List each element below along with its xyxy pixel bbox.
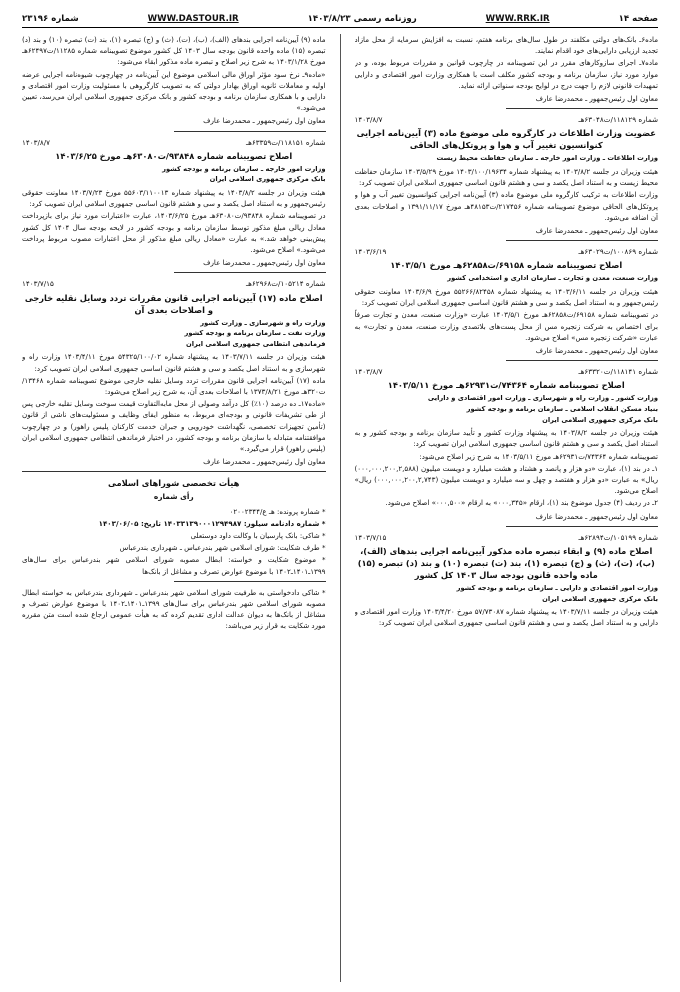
- decree-number-row: [22, 137, 326, 148]
- divider: [506, 360, 658, 361]
- case-line: * شماره دادنامه سیلور: ۱۴۰۳۳۱۳۹۰۰۰۱۲۹۴۹۸۷ تاریخ: ۱۴۰۳/۰۶/۰۵: [98, 518, 326, 528]
- decree-title: اصلاح تصویبنامه شماره ۹۳۸۴۸/ت۶۳۰۸۰هـ مورخ ۱۴۰۳/۶/۲۵: [55, 150, 293, 161]
- case-line: * موضوع شکایت و خواسته: ابطال مصوبه شورای اسلامی شهر بندرعباس برای سال‌های ۱۳۹۹ـ۱۴۰۱ـ۱۴۰۲ با موضوع عوارض تصرف و مشاغل از بانک‌ها: [22, 555, 326, 576]
- decree-date: ۱۴۰۳/۷/۱۵: [22, 279, 54, 289]
- decree-number-row: [22, 278, 326, 289]
- page-number: صفحه ۱۴: [618, 13, 658, 24]
- page-header: [22, 10, 658, 28]
- columns: [22, 34, 658, 982]
- decree-paragraph: ۲ـ در ردیف (۴) جدول موضوع بند (۱)، ارقام «۰۰۰,۳۴۵» به ارقام «۰۰۰,۵۰۰» اصلاح می‌شود.: [385, 498, 658, 508]
- decree-title: اصلاح ماده (۱۷) آیین‌نامه اجرایی قانون مقررات تردد وسایل نقلیه خارجی و اصلاحات بعدی آن: [24, 292, 323, 315]
- decree-title: عضویت وزارت اطلاعات در کارگروه ملی موضوع ماده (۳) آیین‌نامه اجرایی کنوانسیون تغییر آب و هوا و پروتکل‌های الحاقی: [356, 128, 656, 151]
- divider: [506, 108, 658, 109]
- decree-title: اصلاح تصویبنامه شماره ۶۹۱۵۸/ت۶۲۸۵۸هـ مورخ ۱۴۰۳/۵/۱: [390, 260, 623, 271]
- decree-recipients: وزارت صنعت، معدن و تجارت ـ سازمان اداری و استخدامی کشور: [447, 274, 658, 283]
- issue-number: شماره ۲۳۱۹۶: [22, 13, 79, 24]
- divider: [506, 240, 658, 241]
- divider: [506, 526, 658, 527]
- decree-block: [22, 278, 326, 467]
- decree-number: شماره ۱۱۸۱۴۱/ت۶۳۳۲۰هـ: [578, 367, 658, 377]
- divider: [174, 272, 326, 273]
- council-body: * شاکی دادخواستی به طرفیت شورای اسلامی شهر بندرعباس ـ شهرداری بندرعباس به خواسته ابطال مصوبه شورای اسلامی شهر بندرعباس برای سال‌های ۱۳۹۹ـ۱۴۰۱ـ۱۴۰۲ با موضوع عوارض تصرف و مشاغل از بانک‌ها به دیوان عدالت اداری تقدیم کرده که به هیأت عمومی ارجاع شده است متن مقرره مورد شکایت به قرار زیر می‌باشد:: [22, 587, 326, 631]
- decree-paragraph: در تصویبنامه شماره ۶۹۱۵۸/ت۶۲۸۵۸هـ مورخ ۱۴۰۳/۵/۱ عبارت «وزارت صنعت، معدن و تجارت صرفاً برای اختصاص به شرکت زنجیره مس از محل پست‌های بلاتصدی وزارت صنعت، معدن و تجارت» به عبارت «شرکت زنجیره مس» اصلاح می‌شود.: [354, 310, 658, 342]
- decree-number: شماره ۱۰۵۱۹۹/ت۶۲۸۹۴هـ: [578, 532, 658, 542]
- decree-date: ۱۴۰۳/۷/۱۵: [354, 532, 387, 542]
- signature: معاون اول رئیس‌جمهور ـ محمدرضا عارف: [535, 94, 658, 104]
- decree-number: شماره ۱۰۰۸۶۹/ت۶۳۰۲۹هـ: [578, 247, 658, 257]
- intro-paragraph: ماده۷ـ اجرای سازوکارهای مقرر در این تصویبنامه در چارچوب قوانین و مقررات مربوط بوده، و در موارد مورد نیاز، سازمان برنامه و بودجه کشور مکلف است با همکاری وزارت امور اقتصادی و دارایی تمهیدات قانونی لازم را جهت درج در لوایح بودجه سنواتی ارائه نماید.: [354, 58, 658, 90]
- decree-number-row: [355, 114, 659, 125]
- decree-paragraph: هیئت وزیران در جلسه ۱۴۰۳/۸/۲ به پیشنهاد شماره ۵۵۶۰۳/۱۱۰۰۱۳ مورخ ۱۴۰۳/۷/۲۳ معاونت حقوقی رئیس‌جمهور و به استناد اصل یکصد و سی و هشتم قانون اساسی جمهوری اسلامی ایران تصویب کرد:: [22, 188, 326, 209]
- signature: معاون اول رئیس‌جمهور ـ محمدرضا عارف: [535, 346, 658, 356]
- column-divider: [340, 34, 341, 982]
- left-column: [22, 34, 326, 982]
- decree-recipients: وزارت امور خارجه ـ سازمان برنامه و بودجه کشور بانک مرکزی جمهوری اسلامی ایران: [162, 164, 326, 184]
- decree-block: [355, 246, 659, 356]
- case-line: * طرف شکایت: شورای اسلامی شهر بندرعباس ـ شهرداری بندرعباس: [119, 543, 326, 553]
- signature: معاون اول رئیس‌جمهور ـ محمدرضا عارف: [535, 226, 658, 236]
- divider: [22, 471, 326, 472]
- signature: معاون اول رئیس‌جمهور ـ محمدرضا عارف: [203, 116, 326, 126]
- decree-number-row: [355, 532, 659, 543]
- decree-recipients: وزارت اطلاعات ـ وزارت امور خارجه ـ سازمان حفاظت محیط زیست: [436, 154, 658, 163]
- decree-paragraph: هیئت وزیران در جلسه ۱۴۰۳/۸/۲ به پیشنهاد شماره ۱۴۰۳/۱۰۰/۱۹۶۳۴ مورخ ۱۴۰۳/۵/۲۹ سازمان حفاظت محیط زیست و به استناد اصل یکصد و سی و هشتم قانون اساسی جمهوری اسلامی ایران تصویب کرد:: [354, 167, 658, 188]
- decree-block: [355, 366, 659, 522]
- decree-block: [355, 114, 659, 236]
- case-line: * شماره پرونده: هـ ع/۰۲۰۰۲۳۴۴: [229, 506, 326, 516]
- gazette-date: روزنامه رسمی ۱۴۰۳/۸/۲۳: [307, 13, 417, 24]
- decree-block: [355, 532, 659, 629]
- site-link-dastour[interactable]: WWW.DASTOUR.IR: [147, 13, 239, 24]
- council-title: هیأت تخصصی شوراهای اسلامی: [108, 478, 240, 489]
- council-ruling: [22, 477, 326, 631]
- intro-paragraph: «ماده۹ـ نرخ سود مؤثر اوراق مالی اسلامی موضوع این آیین‌نامه در چهارچوب شیوه‌نامه اجرایی عرضه اولیه و معاملات ثانویه اوراق بهادار دولتی که به تصویب کارگروهی با مسئولیت وزارت امور اقتصادی و دارایی و با همکاری سازمان برنامه و بودجه کشور و بانک مرکزی جمهوری اسلامی ایران می‌رسد، تعیین می‌شود.»: [22, 69, 326, 113]
- case-line: * شاکی: بانک پارسیان با وکالت داود دوستعلی: [190, 531, 326, 541]
- decree-paragraph: «ماده۱۷ـ ده درصد (۱۰٪) کل درآمد وصولی از محل مابه‌التفاوت قیمت سوخت وسایل نقلیه خارجی پس از طی تشریفات قانونی و بودجه‌ای مربوط، به منظور ایفای وظایف و مسئولیت‌های ناشی از قانون (تأمین تجهیزات تخصصی، نگهداشت خودرویی و جبران خدمت کارکنان پلیس راهور) و در چهارچوب موافقتنامه متبادله با سازمان برنامه و بودجه کشور، در اختیار فرماندهی انتظامی جمهوری اسلامی ایران (پلیس راهور) قرار می‌گیرد.»: [22, 399, 326, 454]
- signature: معاون اول رئیس‌جمهور ـ محمدرضا عارف: [203, 258, 326, 268]
- decree-number: شماره ۱۱۸۱۵۱/ت۶۳۳۵۹هـ: [246, 137, 326, 147]
- decree-paragraph: هیئت وزیران در جلسه ۱۴۰۳/۷/۱۱ به پیشنهاد شماره ۵۷/۷۳۰۸۷ مورخ ۱۴۰۳/۴/۲۰ وزارت امور اقتصادی و دارایی و به استناد اصل یکصد و سی و هشتم قانون اساسی جمهوری اسلامی ایران تصویب کرد:: [354, 607, 658, 628]
- right-column: [355, 34, 659, 982]
- decree-number-row: [355, 366, 659, 377]
- decree-title: اصلاح تصویبنامه شماره ۷۴۳۶۴/ت۶۲۹۳۱هـ مورخ ۱۴۰۳/۵/۱۱: [387, 380, 625, 391]
- decree-paragraph: در تصویبنامه شماره ۹۳۸۴۸/ت۶۳۰۸۰هـ مورخ ۱۴۰۳/۶/۲۵، عبارت «اعتبارات مورد نیاز برای بازپرداخت معادل ریالی مبلغ مذکور توسط سازمان برنامه و بودجه کشور در لایحه بودجه سال ۱۴۰۴ کل کشور پیش‌بینی خواهد شد.» به عبارت «معادل ریالی مبلغ مذکور از محل اعتبارات مصوب مربوط پرداخت می‌شود.» اصلاح می‌شود.: [22, 211, 326, 255]
- decree-block: [22, 137, 326, 269]
- decree-recipients: وزارت کشور ـ وزارت راه و شهرسازی ـ وزارت امور اقتصادی و دارایی بنیاد مسکن انقلاب اسلامی ـ سازمان برنامه و بودجه کشور بانک مرکزی جمهوری اسلامی ایران: [427, 394, 658, 424]
- decree-date: ۱۴۰۳/۸/۷: [354, 115, 383, 125]
- decree-date: ۱۴۰۳/۸/۷: [22, 137, 51, 147]
- council-subtitle: رأی شماره: [153, 492, 194, 502]
- site-link-rrk[interactable]: WWW.RRK.IR: [485, 13, 550, 24]
- decree-number: شماره ۱۱۸۱۲۹/ت۶۳۰۴۸هـ: [578, 115, 658, 125]
- decree-date: ۱۴۰۳/۶/۱۹: [354, 247, 387, 257]
- decree-number-row: [355, 246, 659, 257]
- decree-paragraph: ماده (۱۷) آیین‌نامه اجرایی قانون مقررات تردد وسایل نقلیه خارجی موضوع تصویبنامه شماره ۱۳۴۶۸/ت۳۲۰هـ مورخ ۱۳۷۳/۸/۲۱ با اصلاحات بعدی آن، به شرح زیر اصلاح می‌شود:: [22, 375, 326, 397]
- intro-paragraph: ماده۶ـ بانک‌های دولتی مکلفند در طول سال‌های برنامه هفتم، نسبت به افزایش سرمایه از محل مازاد تجدید ارزیابی دارایی‌های خود اقدام نمایند.: [354, 35, 658, 56]
- decree-paragraph: هیئت وزیران در جلسه ۱۴۰۳/۷/۱۱ به پیشنهاد شماره ۵۴۳۲۵/۱۰۰/۰۲ مورخ ۱۴۰۳/۴/۱۱ وزارت راه و شهرسازی و به استناد اصل یکصد و سی و هشتم قانون اساسی جمهوری اسلامی ایران تصویب کرد:: [22, 352, 326, 373]
- decree-paragraph: هیئت وزیران در جلسه ۱۴۰۳/۶/۱۱ به پیشنهاد شماره ۵۵۲۶۶/۸۲۴۵۸ مورخ ۱۴۰۳/۶/۹ معاونت حقوقی رئیس‌جمهور و به استناد اصل یکصد و سی و هشتم قانون اساسی جمهوری اسلامی ایران تصویب کرد:: [354, 287, 658, 308]
- decree-paragraph: ۱ـ در بند (۱)، عبارت «دو هزار و پانصد و هشتاد و هشت میلیارد و دویست میلیون (۰۰۰,۰۰۰,۲۰۰,۲,۵۸۸) ریال» به عبارت «دو هزار و هفتصد و چهل و سه میلیارد و دویست میلیون (۰۰۰,۰۰۰,۲۰۰,۲,۷۴۳) ریال» اصلاح می‌شود.: [354, 463, 658, 496]
- decree-paragraph: هیئت وزیران در جلسه ۱۴۰۳/۸/۲ به پیشنهاد وزارت کشور و تأیید سازمان برنامه و بودجه کشور و به استناد اصل یکصد و سی و هشتم قانون اساسی جمهوری اسلامی ایران تصویب کرد:: [354, 428, 658, 449]
- decree-recipients: وزارت امور اقتصادی و دارایی ـ سازمان برنامه و بودجه کشور بانک مرکزی جمهوری اسلامی ایران: [456, 584, 658, 603]
- intro-paragraph: ماده (۹) آیین‌نامه اجرایی بندهای (الف)، (ب)، (ت)، (ث) و (ج) تبصره (۱)، بند (ت) تبصره (۱۰) و بند (د) تبصره (۱۵) ماده واحده قانون بودجه سال ۱۴۰۳ کل کشور موضوع تصویبنامه شماره ۱۱۲۸۵/ت۶۲۴۹۷هـ مورخ ۱۴۰۳/۱/۲۸ به شرح زیر اصلاح و تبصره ماده مذکور ابقاء می‌شود:: [22, 35, 326, 67]
- decree-date: ۱۴۰۳/۸/۷: [354, 367, 383, 377]
- decree-number: شماره ۱۰۵۲۱۴/ت۶۲۹۶۸هـ: [246, 279, 326, 289]
- divider: [174, 131, 326, 132]
- signature: معاون اول رئیس‌جمهور ـ محمدرضا عارف: [203, 457, 326, 467]
- decree-title: اصلاح ماده (۹) و ابقاء تبصره ماده مذکور آیین‌نامه اجرایی بندهای (الف)، (ب)، (ت)، (ث) و (ج) تبصره (۱)، بند (ت) تبصره (۱۰) و بند (د) تبصره (۱۵) ماده واحده قانون بودجه سال ۱۴۰۳ کل کشور: [357, 546, 655, 581]
- decree-paragraph: تصویبنامه شماره ۷۴۳۶۴/ت۶۲۹۳۱هـ مورخ ۱۴۰۳/۵/۱۱ به شرح زیر اصلاح می‌شود:: [419, 451, 658, 461]
- divider: [174, 581, 326, 582]
- decree-recipients: وزارت راه و شهرسازی ـ وزارت کشور وزارت نفت ـ سازمان برنامه و بودجه کشور فرماندهی انتظامی جمهوری اسلامی ایران: [184, 318, 326, 348]
- decree-paragraph: وزارت اطلاعات به ترکیب کارگروه ملی موضوع ماده (۳) آیین‌نامه اجرایی کنوانسیون تغییر آب و هوا و پروتکل‌های الحاقی موضوع تصویبنامه شماره ۲۱۷۴۵۶/ت۴۸۱۵۳هـ مورخ ۱۳۹۱/۱۱/۱۷ و اصلاحات بعدی آن اضافه می‌شود.: [354, 190, 658, 222]
- signature: معاون اول رئیس‌جمهور ـ محمدرضا عارف: [535, 511, 658, 521]
